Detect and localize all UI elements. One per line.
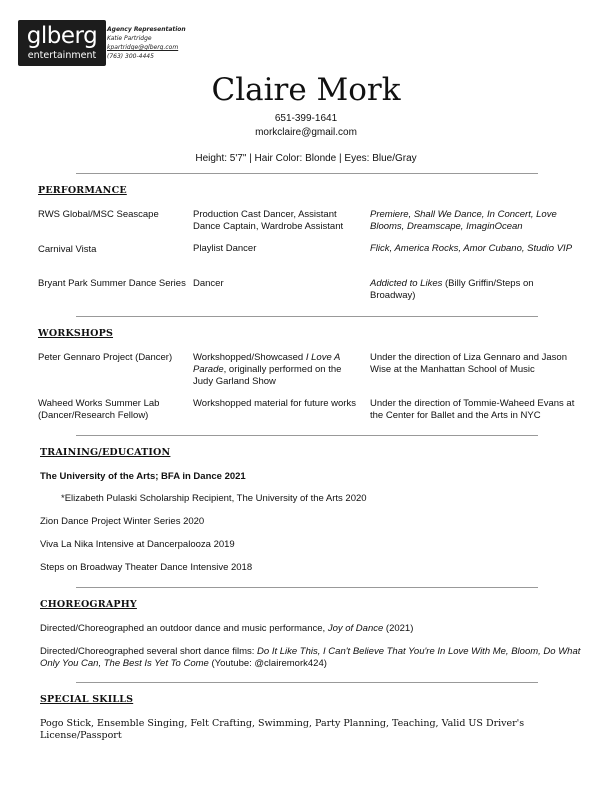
skills-heading: SPECIAL SKILLS xyxy=(40,694,134,705)
agency-line-2: Katie Partridge xyxy=(107,35,152,42)
choreography-item xyxy=(40,623,580,635)
agency-contact xyxy=(107,25,186,61)
perf-venue-3: Bryant Park Summer Dance Series xyxy=(38,278,186,289)
phone: 651-399-1641 xyxy=(274,113,338,124)
physical-stats: Height: 5'7" | Hair Color: Blonde | Eyes: Blue/Gray xyxy=(195,153,417,164)
ws-role-1 xyxy=(193,352,359,388)
logo-subtitle: entertainment xyxy=(27,50,97,61)
agency-email[interactable]: kpartridge@glberg.com xyxy=(107,44,179,51)
ws-venue-2: Waheed Works Summer Lab (Dancer/Research Fellow) xyxy=(38,398,160,421)
perf-notes-1: Premiere, Shall We Dance, In Concert, Love Blooms, Dreamscape, ImaginOcean xyxy=(370,209,557,232)
perf-notes-2: Flick, America Rocks, Amor Cubano, Studio VIP xyxy=(370,243,573,254)
training-item: Zion Dance Project Winter Series 2020 xyxy=(40,516,205,527)
choreo-2-titles: Do It Like This, I Can't Believe That You're In Love With Me, Bloom, Do What Only You Can, The Best Is Yet To Come xyxy=(40,646,581,669)
divider xyxy=(76,682,538,683)
perf-venue-1: RWS Global/MSC Seascape xyxy=(38,209,159,220)
ws-role-1-title: I Love A Parade xyxy=(193,352,340,375)
divider xyxy=(76,173,538,174)
choreo-1-title: Joy of Dance xyxy=(327,623,384,634)
email[interactable]: morkclaire@gmail.com xyxy=(255,127,357,138)
choreo-1-pre: Directed/Choreographed an outdoor dance and music performance, xyxy=(40,623,328,634)
agency-phone: (763) 300-4445 xyxy=(107,53,154,60)
ws-role-1-post: , originally performed on the Judy Garland Show xyxy=(193,364,342,387)
ws-role-2: Workshopped material for future works xyxy=(193,398,356,409)
perf-role-3: Dancer xyxy=(193,278,224,289)
divider xyxy=(76,316,538,317)
choreo-1-post: (2021) xyxy=(383,623,414,634)
skills-text: Pogo Stick, Ensemble Singing, Felt Crafting, Swimming, Party Planning, Teaching, Valid US Driver's License/Passport xyxy=(40,718,525,741)
divider xyxy=(76,587,538,588)
perf-notes-3-title: Addicted to Likes xyxy=(370,278,443,289)
divider xyxy=(76,435,538,436)
perf-notes-3-detail: (Billy Griffin/Steps on Broadway) xyxy=(370,278,534,301)
training-item: The University of the Arts; BFA in Dance 2021 xyxy=(40,471,246,482)
training-item: Steps on Broadway Theater Dance Intensive 2018 xyxy=(40,562,253,573)
ws-role-1-pre: Workshopped/Showcased xyxy=(193,352,306,363)
agency-line-1: Agency Representation xyxy=(107,26,186,33)
logo-wordmark: glberg xyxy=(26,23,98,49)
training-heading: TRAINING/EDUCATION xyxy=(40,447,171,458)
workshops-heading: WORKSHOPS xyxy=(38,328,114,339)
perf-venue-2: Carnival Vista xyxy=(38,244,97,255)
ws-notes-1: Under the direction of Liza Gennaro and Jason Wise at the Manhattan School of Music xyxy=(370,352,567,375)
perf-role-1: Production Cast Dancer, Assistant Dance Captain, Wardrobe Assistant xyxy=(193,209,344,232)
ws-notes-2: Under the direction of Tommie-Waheed Evans at the Center for Ballet and the Arts in NYC xyxy=(370,398,575,421)
choreo-2-pre: Directed/Choreographed several short dance films: xyxy=(40,646,258,657)
performance-heading: PERFORMANCE xyxy=(38,185,127,196)
resume-name: Claire Mork xyxy=(211,72,401,108)
choreography-item xyxy=(40,646,585,670)
perf-role-2: Playlist Dancer xyxy=(193,243,257,254)
choreography-heading: CHOREOGRAPHY xyxy=(40,599,137,610)
ws-venue-1: Peter Gennaro Project (Dancer) xyxy=(38,352,173,363)
training-item: Viva La Nika Intensive at Dancerpalooza 2019 xyxy=(40,539,235,550)
perf-notes-3 xyxy=(370,278,580,302)
training-item: *Elizabeth Pulaski Scholarship Recipient, The University of the Arts 2020 xyxy=(61,493,367,504)
choreo-2-post: (Youtube: @clairemork424) xyxy=(208,658,327,669)
